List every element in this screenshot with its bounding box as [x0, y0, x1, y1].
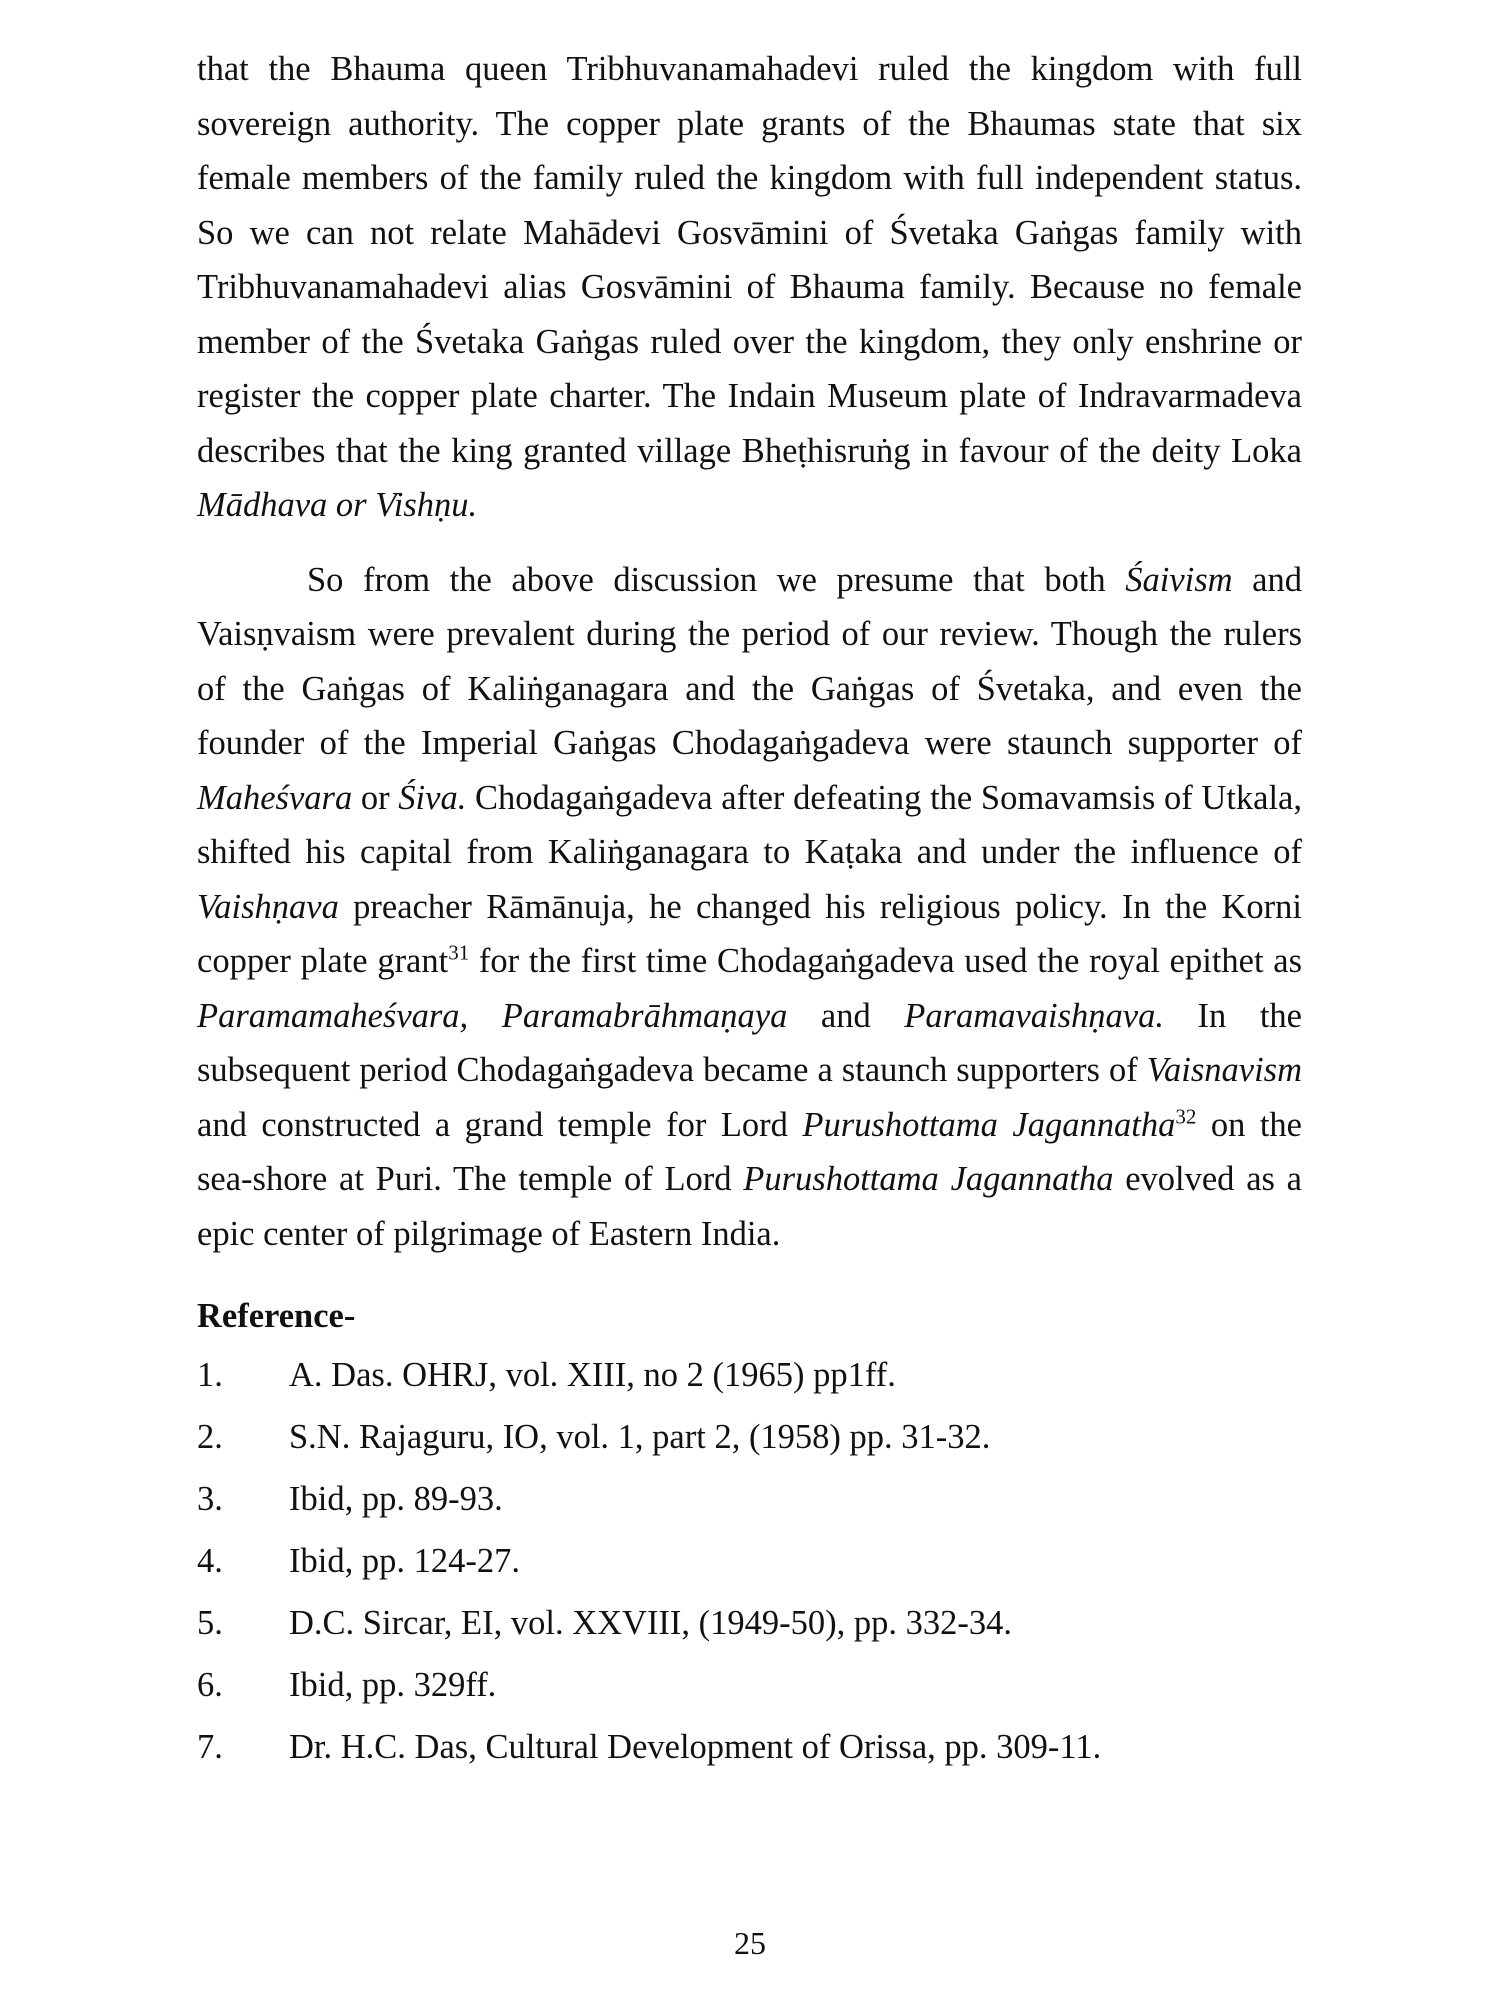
page-number: 25: [734, 1925, 766, 1961]
footnote-marker-31: 31: [448, 940, 470, 965]
paragraph-2: So from the above discussion we presume that both Śaivism and Vaisṇvaism were prevalent during the period of our review. Though the rulers of the Gaṅgas of Kaliṅganagara and the Gaṅgas of Śvetaka, and even the founder of the Imperial Gaṅgas Chodagaṅgadeva were staunch supporter of Maheśvara or Śiva. Chodagaṅgadeva after defeating the Somavamsis of Utkala, shifted his capital from Kaliṅganagara to Kaṭaka and under the influence of Vaishṇava preacher Rāmānuja, he changed his religious policy. In the Korni copper plate grant$^{31}$ for the first time Chodagaṅgadeva used the royal epithet as Paramamaheśvara, Paramabrāhmaṇaya and Paramavaishṇava. In the subsequent period Chodagaṅgadeva became a staunch supporters of Vaisnavism and constructed a grand temple for Lord Purushottama Jagannatha$^{32}$ on the sea-shore at Puri. The temple of Lord Purushottama Jagannatha evolved as a epic center of pilgrimage of Eastern India.: [197, 560, 1302, 1253]
reference-list: [197, 1344, 1302, 1778]
reference-item: 3. Ibid, pp. 89-93.: [197, 1479, 503, 1518]
reference-item: 6. Ibid, pp. 329ff.: [197, 1665, 497, 1704]
reference-item: 4. Ibid, pp. 124-27.: [197, 1541, 520, 1580]
reference-item: 2. S.N. Rajaguru, IO, vol. 1, part 2, (1958) pp. 31-32.: [197, 1417, 991, 1456]
reference-item: 5. D.C. Sircar, EI, vol. XXVIII, (1949-50), pp. 332-34.: [197, 1603, 1012, 1642]
page-body: [197, 42, 1302, 1778]
references-heading: Reference-: [197, 1297, 356, 1335]
paragraph-1: that the Bhauma queen Tribhuvanamahadevi ruled the kingdom with full sovereign authority. The copper plate grants of the Bhaumas state that six female members of the family ruled the kingdom with full independent status. So we can not relate Mahādevi Gosvāmini of Śvetaka Gaṅgas family with Tribhuvanamahadevi alias Gosvāmini of Bhauma family. Because no female member of the Śvetaka Gaṅgas ruled over the kingdom, they only enshrine or register the copper plate charter. The Indain Museum plate of Indravarmadeva describes that the king granted village Bheṭhisruṅg in favour of the deity Loka Mādhava or Vishṇu.: [197, 50, 1302, 524]
reference-item: 1. A. Das. OHRJ, vol. XIII, no 2 (1965) pp1ff.: [197, 1355, 896, 1394]
reference-item: 7. Dr. H.C. Das, Cultural Development of Orissa, pp. 309-11.: [197, 1727, 1102, 1766]
footnote-marker-32: 32: [1175, 1104, 1197, 1128]
